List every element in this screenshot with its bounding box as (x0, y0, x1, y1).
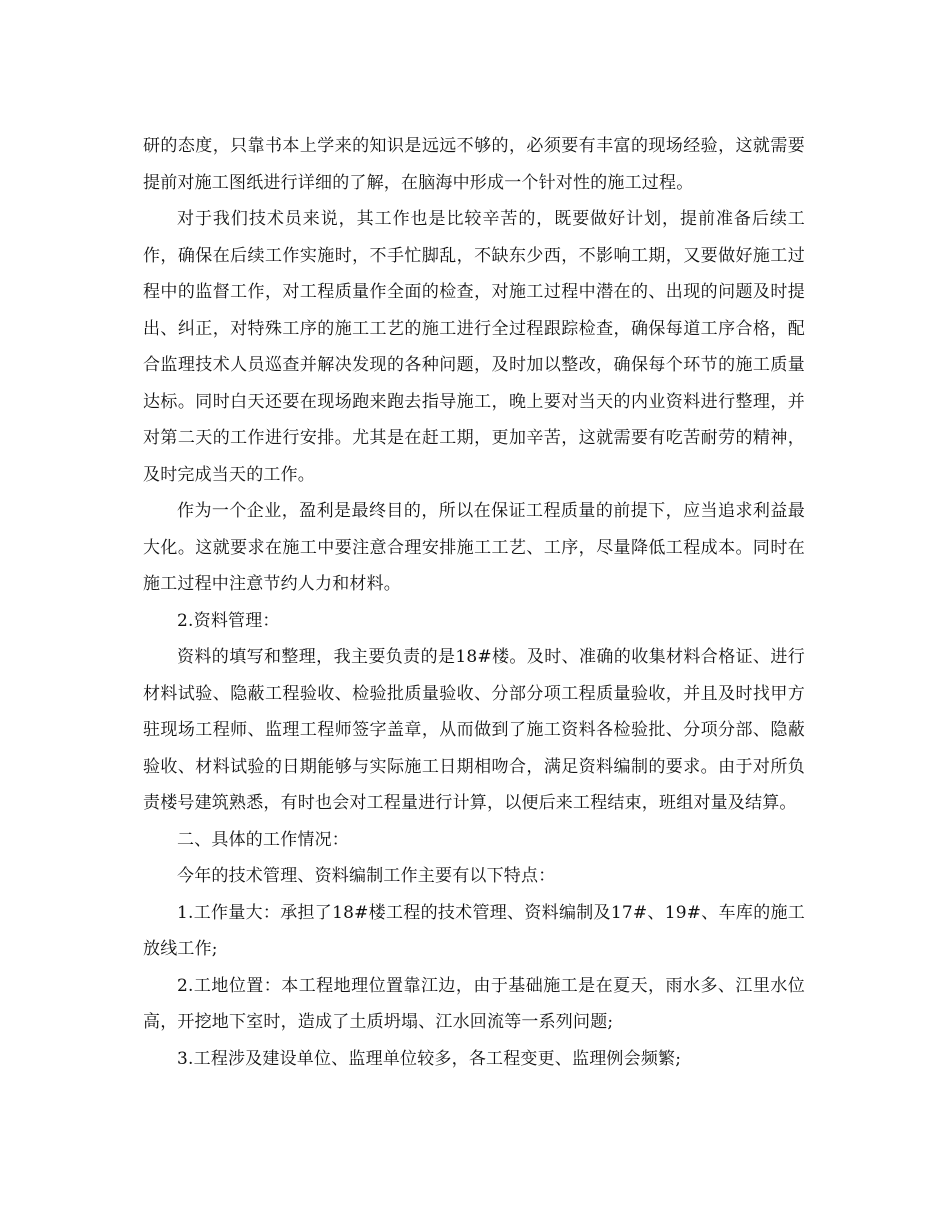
list-item-3: 3.工程涉及建设单位、监理单位较多，各工程变更、监理例会频繁; (177, 1048, 682, 1069)
paragraph-3: 作为一个企业，盈利是最终目的，所以在保证工程质量的前提下，应当追求利益最大化。这就要求在施工中要注意合理安排施工工艺、工序，尽量降低工程成本。同时在施工过程中注意节约人力和材料。 (143, 501, 805, 594)
section-heading-data-management: 2.资料管理： (177, 610, 280, 631)
section-heading-work-details: 二、具体的工作情况： (177, 829, 349, 850)
list-item-1: 1.工作量大：承担了18#楼工程的技术管理、资料编制及17#、19#、车库的施工放线工作; (143, 902, 805, 959)
paragraph-1: 研的态度，只靠书本上学来的知识是远远不够的，必须要有丰富的现场经验，这就需要提前对施工图纸进行详细的了解，在脑海中形成一个针对性的施工过程。 (143, 136, 805, 193)
document-body (143, 128, 805, 1077)
paragraph-2: 对于我们技术员来说，其工作也是比较辛苦的，既要做好计划，提前准备后续工作，确保在后续工作实施时，不手忙脚乱，不缺东少西，不影响工期，又要做好施工过程中的监督工作，对工程质量作全面的检查，对施工过程中潜在的、出现的问题及时提出、纠正，对特殊工序的施工工艺的施工进行全过程跟踪检查，确保每道工序合格，配合监理技术人员巡查并解决发现的各种问题，及时加以整改，确保每个环节的施工质量达标。同时白天还要在现场跑来跑去指导施工，晚上要对当天的内业资料进行整理，并对第二天的工作进行安排。尤其是在赶工期，更加辛苦，这就需要有吃苦耐劳的精神，及时完成当天的工作。 (143, 209, 805, 485)
paragraph-4: 资料的填写和整理，我主要负责的是18#楼。及时、准确的收集材料合格证、进行材料试验、隐蔽工程验收、检验批质量验收、分部分项工程质量验收，并且及时找甲方驻现场工程师、监理工程师签字盖章，从而做到了施工资料各检验批、分项分部、隐蔽验收、材料试验的日期能够与实际施工日期相吻合，满足资料编制的要求。由于对所负责楼号建筑熟悉，有时也会对工程量进行计算，以便后来工程结束，班组对量及结算。 (143, 647, 805, 813)
paragraph-5: 今年的技术管理、资料编制工作主要有以下特点： (177, 866, 556, 886)
list-item-2: 2.工地位置：本工程地理位置靠江边，由于基础施工是在夏天，雨水多、江里水位高，开挖地下室时，造成了土质坍塌、江水回流等一系列问题; (143, 975, 805, 1032)
